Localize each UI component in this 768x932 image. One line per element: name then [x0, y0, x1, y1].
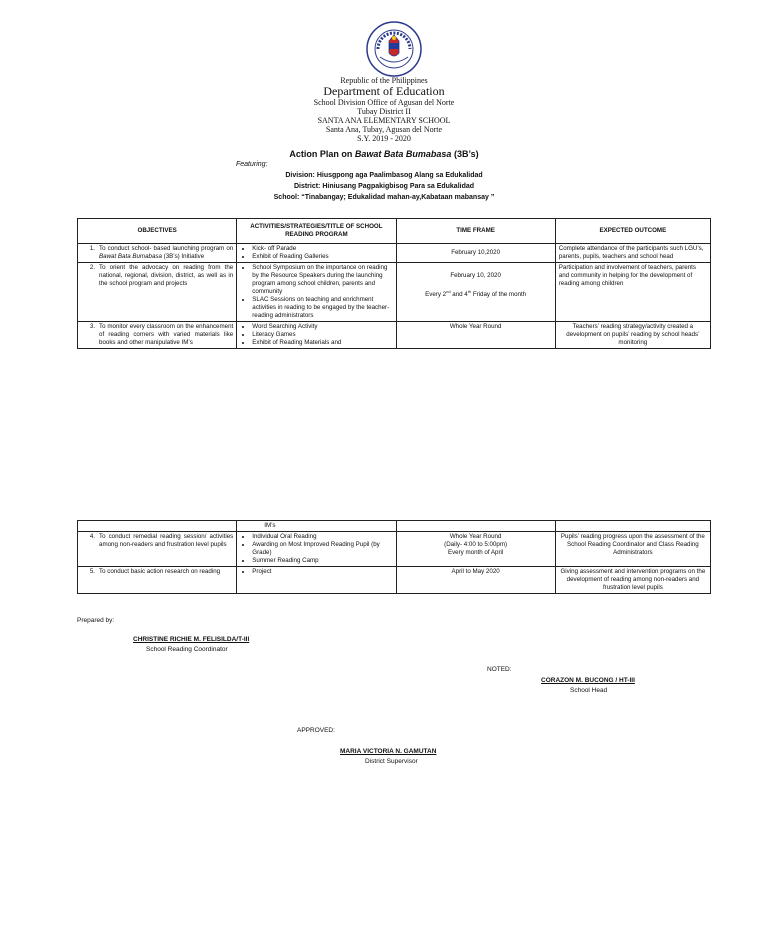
objective-cell: [78, 532, 237, 567]
row-number: 1.: [89, 245, 95, 252]
approved-label: APPROVED:: [297, 727, 335, 734]
featuring-label: Featuring:: [236, 161, 268, 168]
row-number: 3.: [89, 323, 95, 330]
activity-item: • Summer Reading Camp: [252, 557, 392, 565]
preparer-name: CHRISTINE RICHIE M. FELISILDA/T-III: [133, 636, 250, 643]
time-frame-cell: [396, 532, 555, 567]
activities-cell: [237, 532, 396, 567]
objective-italic: Bawat Bata Bumabasa: [99, 253, 162, 260]
outcome-cell: Pupils’ reading progress upon the assessment of the School Reading Coordinator and Class Reading Administrators: [555, 532, 710, 567]
noter-name: CORAZON M. BUCONG / HT-III: [541, 677, 635, 684]
outcome-cell: [555, 521, 710, 532]
address-line: Santa Ana, Tubay, Agusan del Norte: [325, 125, 443, 134]
activities-cell: [237, 322, 396, 349]
noter-title: School Head: [570, 687, 608, 694]
objective-cell: [78, 244, 237, 263]
activity-item: • Kick- off Parade: [252, 245, 392, 253]
header-activities: ACTIVITIES/STRATEGIES/TITLE OF SCHOOL READING PROGRAM: [237, 219, 396, 244]
row-number: 5.: [89, 568, 95, 575]
header-expected-outcome: EXPECTED OUTCOME: [555, 219, 710, 244]
activity-item: • Individual Oral Reading: [252, 533, 392, 541]
republic-line: Republic of the Philippines: [340, 76, 428, 85]
time-frame-line: Every month of April: [447, 549, 504, 556]
action-plan-table: [77, 218, 711, 349]
time-frame-line: Whole Year Round: [449, 533, 502, 540]
featuring-district: District: Hiniusang Pagpakigbisog Para sa Edukalidad: [293, 183, 475, 190]
continuation-row: [78, 521, 711, 532]
objective-cell: [78, 263, 237, 322]
row-number: 2.: [89, 264, 95, 271]
prepared-by-label: Prepared by:: [77, 617, 115, 624]
noted-label: NOTED:: [487, 666, 512, 673]
activities-cell: [237, 521, 396, 532]
time-frame-cell: February 10,2020: [396, 244, 555, 263]
activity-item: • Awarding on Most Improved Reading Pupil (by Grade): [252, 541, 392, 557]
activities-cell: [237, 244, 396, 263]
objective-text: To monitor every classroom on the enhancement of reading corners with varied materials like books and other manipulative IM’s: [99, 323, 234, 346]
title-suffix: (3B’s): [453, 149, 479, 159]
objective-cell: [78, 521, 237, 532]
outcome-cell: Participation and involvement of teachers, parents and community in helping for the development of reading among children: [555, 263, 710, 322]
letterhead: [0, 76, 768, 143]
outcome-cell: Teachers’ reading strategy/activity created a development on pupils’ reading by school heads’ monitoring: [555, 322, 710, 349]
activity-item: • Word Searching Activity: [252, 323, 392, 331]
activity-item: • Literacy Games: [252, 331, 392, 339]
header-objectives: OBJECTIVES: [78, 219, 237, 244]
time-frame-cell: Whole Year Round: [396, 322, 555, 349]
objective-text: To conduct remedial reading session/ activities among non-readers and frustration level pupils: [99, 533, 234, 548]
objective-cell: [78, 322, 237, 349]
time-frame-cell: [396, 263, 555, 322]
time-frame-cell: April to May 2020: [396, 567, 555, 594]
table-header-row: [78, 219, 711, 244]
objective-text-end: (3B’s) Initiative: [161, 253, 205, 260]
approver-name: MARIA VICTORIA N. GAMUTAN: [340, 748, 437, 755]
activity-item: • Exhibit of Reading Galleries: [252, 253, 392, 261]
featuring-school: School: “Tinabangay; Edukalidad mahan-ay,Kabataan mabansay ”: [273, 194, 495, 201]
activity-item: • Exhibit of Reading Materials and: [252, 339, 392, 347]
row-number: 4.: [89, 533, 95, 540]
school-year-line: S.Y. 2019 - 2020: [357, 134, 411, 143]
activity-item: • School Symposium on the importance on reading by the Resource Speakers during the launching program among school children, parents and community: [252, 264, 392, 296]
action-plan-table-continued: [77, 520, 711, 594]
outcome-cell: Giving assessment and intervention programs on the development of reading among non-readers and frustration level pupils: [555, 567, 710, 594]
deped-seal-icon: [366, 21, 422, 77]
header-time-frame: TIME FRAME: [396, 219, 555, 244]
time-frame-line: Every 2nd and 4th Friday of the month: [425, 289, 527, 299]
table-row: [78, 244, 711, 263]
title-prefix: Action Plan on: [289, 149, 353, 159]
table-row: [78, 322, 711, 349]
objective-text: To conduct school- based launching program on: [99, 245, 234, 252]
activity-item: • Project: [252, 568, 392, 576]
objective-cell: [78, 567, 237, 594]
time-frame-line: February 10, 2020: [450, 272, 501, 279]
page-title: [0, 149, 768, 159]
approver-title: District Supervisor: [365, 758, 418, 765]
table-row: [78, 263, 711, 322]
featuring-division: Division: Hiusgpong aga Paalimbasog Alang sa Edukalidad: [285, 172, 483, 179]
activities-cell: [237, 567, 396, 594]
time-frame-line: (Daily- 4:00 to 5:00pm): [444, 541, 508, 548]
objective-text: To conduct basic action research on reading: [99, 568, 221, 575]
table-row: [78, 532, 711, 567]
title-italic: Bawat Bata Bumabasa: [354, 149, 452, 159]
preparer-title: School Reading Coordinator: [146, 646, 228, 653]
division-office-line: School Division Office of Agusan del Norte: [313, 98, 455, 107]
department-line: Department of Education: [323, 84, 445, 98]
objective-text: To orient the advocacy on reading from the national, regional, division, district, as well as in the school program and projects: [99, 264, 234, 287]
outcome-cell: Complete attendance of the participants such LGU’s, parents, pupils, teachers and school head: [555, 244, 710, 263]
table-row: [78, 567, 711, 594]
school-name-line: SANTA ANA ELEMENTARY SCHOOL: [317, 116, 451, 125]
continuation-text: IM’s: [264, 522, 276, 529]
activity-item: • SLAC Sessions on teaching and enrichment activities in reading to be engaged by the teacher-reading administrators: [252, 296, 392, 320]
activities-cell: [237, 263, 396, 322]
time-frame-cell: [396, 521, 555, 532]
district-line: Tubay District II: [357, 107, 411, 116]
